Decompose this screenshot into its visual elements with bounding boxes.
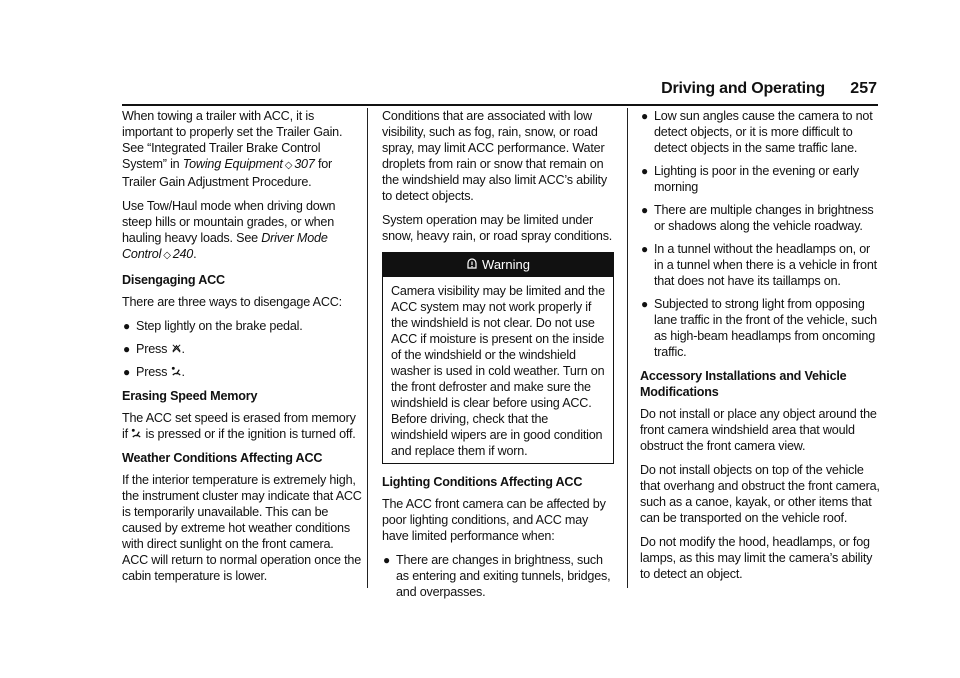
warning-title: Warning [482, 257, 530, 272]
warning-box [382, 252, 614, 464]
xref-page-307[interactable]: 307 [294, 157, 315, 171]
warning-text: Camera visibility may be limited and the ACC system may not work properly if the windshield is not clear. Do not use ACC if moisture is present on the inside of the windshield or the windshield washer is used in cold weather. Turn on the front defroster and make sure the windshield is clear before using ACC. Before driving, check that the windshield wipers are in good condition and replace them if worn. [391, 284, 605, 458]
heading-weather-conditions: Weather Conditions Affecting ACC [122, 451, 323, 465]
erase-paragraph: The ACC set speed is erased from memory if is pressed or if the ignition is turned off. [122, 411, 356, 441]
system-limited-paragraph: System operation may be limited under snow, heavy rain, or road spray conditions. [382, 213, 613, 243]
lighting-list [382, 552, 614, 600]
disengage-intro: There are three ways to disengage ACC: [122, 295, 342, 309]
section-title: Driving and Operating [661, 80, 825, 97]
heading-disengaging-acc: Disengaging ACC [122, 273, 225, 287]
list-item: ● Low sun angles cause the camera to not detect objects, or it is more difficult to detect objects in the same traffic lane. [641, 109, 873, 155]
bullet-icon: ● [123, 319, 131, 333]
trailer-gain-paragraph: When towing a trailer with ACC, it is important to properly set the Trailer Gain. See “Integrated Trailer Brake Control System” in Towing Equipment ◇ 307 for Trailer Gain Adjustment Procedure. [122, 109, 343, 189]
xref-arrow-icon: ◇ [284, 160, 293, 171]
column-divider-1 [367, 108, 368, 588]
warning-header [383, 253, 613, 277]
heading-accessory-installations: Accessory Installations and Vehicle Modifications [640, 369, 847, 399]
bullet-icon: ● [641, 297, 649, 311]
heading-lighting-conditions: Lighting Conditions Affecting ACC [382, 475, 583, 489]
weather-paragraph: If the interior temperature is extremely high, the instrument cluster may indicate that ACC is temporarily unavailable. This can be caused by extreme hot weather conditions with direct sunlight on the front camera. ACC will return to normal operation once the cabin temperature is lower. [122, 473, 362, 583]
bullet-icon: ● [383, 553, 391, 567]
page-header [615, 80, 877, 106]
lighting-intro: The ACC front camera can be affected by poor lighting conditions, and ACC may have limited performance when: [382, 497, 606, 543]
warning-icon [466, 258, 478, 270]
column-3 [640, 108, 880, 590]
cancel-cruise-icon [171, 343, 182, 354]
cruise-control-icon [131, 428, 142, 439]
xref-driver-mode-control[interactable]: Driver Mode Control [122, 231, 328, 261]
heading-erasing-speed-memory: Erasing Speed Memory [122, 389, 258, 403]
list-item: ● There are changes in brightness, such as entering and exiting tunnels, bridges, and overpasses. [383, 553, 611, 599]
list-item: ● Step lightly on the brake pedal. [123, 319, 303, 333]
xref-towing-equipment[interactable]: Towing Equipment [182, 157, 283, 171]
header-rule [122, 104, 878, 106]
low-visibility-paragraph: Conditions that are associated with low visibility, such as fog, rain, snow, or road spray, may limit ACC performance. Water droplets from rain or snow that remain on the windshield may also limit ACC’s ability to detect objects. [382, 109, 607, 203]
cruise-control-icon [171, 366, 182, 377]
list-item: ● Press . [123, 342, 185, 356]
list-item: ● Lighting is poor in the evening or early morning [641, 164, 859, 194]
bullet-icon: ● [641, 203, 649, 217]
bullet-icon: ● [123, 365, 131, 379]
bullet-icon: ● [641, 242, 649, 256]
disengage-list [122, 318, 362, 380]
list-item: ● Press . [123, 365, 185, 379]
accessory-paragraph-1: Do not install or place any object around the front camera windshield area that would obstruct the front camera view. [640, 407, 877, 453]
column-1 [122, 108, 362, 592]
lighting-list-continued [640, 108, 880, 360]
column-divider-2 [627, 108, 628, 588]
accessory-paragraph-2: Do not install objects on top of the vehicle that overhang and obstruct the front camera, such as a canoe, kayak, or other items that can be transported on the vehicle roof. [640, 463, 880, 525]
list-item: ● In a tunnel without the headlamps on, or in a tunnel when there is a vehicle in front that does not have its taillamps on. [641, 242, 877, 288]
xref-arrow-icon: ◇ [163, 250, 171, 261]
column-2 [382, 108, 614, 608]
bullet-icon: ● [641, 164, 649, 178]
xref-page-240[interactable]: 240 [172, 247, 194, 261]
list-item: ● There are multiple changes in brightness or shadows along the vehicle roadway. [641, 203, 874, 233]
warning-body [383, 277, 613, 463]
page-number: 257 [850, 80, 877, 97]
list-item: ● Subjected to strong light from opposing lane traffic in the front of the vehicle, such as high-beam headlamps from oncoming traffic. [641, 297, 877, 359]
bullet-icon: ● [123, 342, 131, 356]
tow-haul-paragraph: Use Tow/Haul mode when driving down steep hills or mountain grades, or when hauling heavy loads. See Driver Mode Control ◇ 240. [122, 198, 362, 264]
bullet-icon: ● [641, 109, 649, 123]
accessory-paragraph-3: Do not modify the hood, headlamps, or fog lamps, as this may limit the camera’s ability to detect an object. [640, 535, 873, 581]
